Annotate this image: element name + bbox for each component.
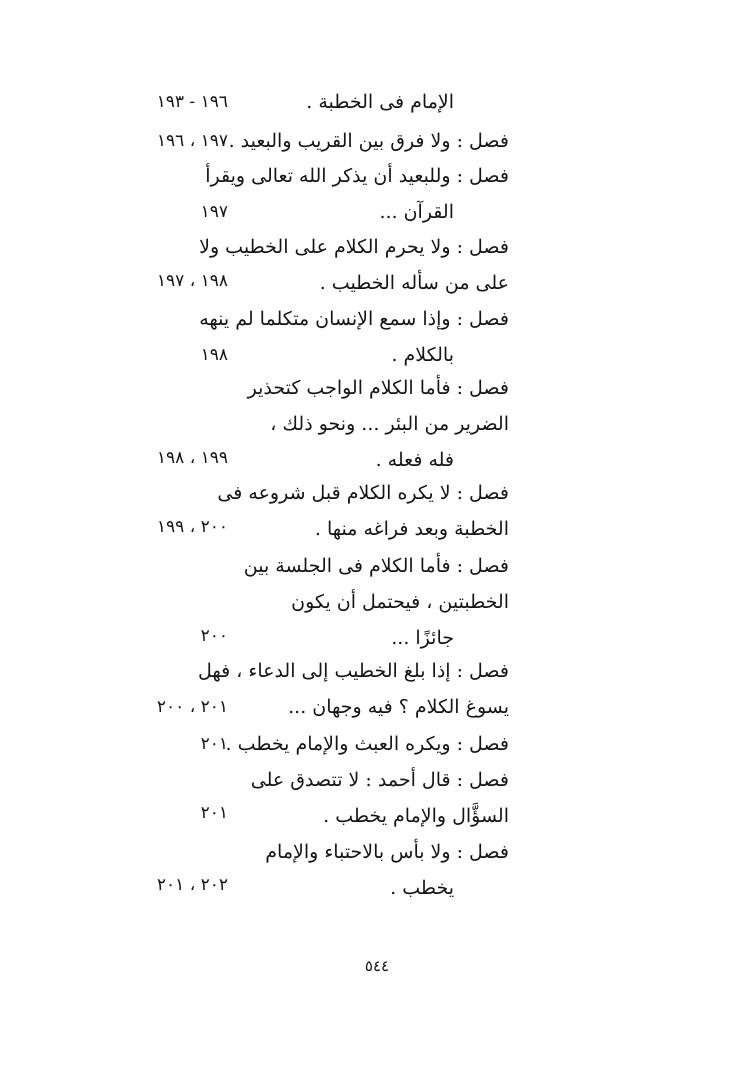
index-entry-text: فصل : فأما الكلام فى الجلسة بين الخطبتين ، فيحتمل أن يكون جائزًا ... bbox=[243, 555, 509, 649]
index-entry-pages: ٢٠٢ ، ٢٠١ bbox=[156, 875, 228, 895]
index-entry-text: فصل : قال أحمد : لا تتصدق على السؤَّال والإمام يخطب . bbox=[250, 769, 509, 827]
index-entry-pages: ٢٠١ bbox=[200, 734, 228, 754]
index-entry-pages: ٢٠١ ، ٢٠٠ bbox=[156, 697, 228, 717]
index-entry-pages: ٢٠٠ ، ١٩٩ bbox=[156, 517, 228, 537]
index-entry-text: فصل : وإذا سمع الإنسان متكلما لم ينهه بالكلام . bbox=[199, 308, 509, 366]
index-entry-pages: ١٩٧ bbox=[200, 202, 228, 222]
index-entry-text: الإمام فى الخطبة . bbox=[306, 91, 454, 113]
index-entry-text: فصل : إذا بلغ الخطيب إلى الدعاء ، فهل يسوغ الكلام ؟ فيه وجهان ... bbox=[197, 660, 509, 718]
index-entry-text: فصل : وللبعيد أن يذكر الله تعالى ويقرأ القرآن ... bbox=[205, 165, 509, 223]
index-entry-text: فصل : ولا فرق بين القريب والبعيد . bbox=[228, 130, 509, 152]
index-entry-pages: ١٩٨ ، ١٩٧ bbox=[156, 271, 228, 291]
index-entry-text: فصل : لا يكره الكلام قبل شروعه فى الخطبة وبعد فراغه منها . bbox=[217, 482, 509, 540]
page-number: ٥٤٤ bbox=[364, 957, 390, 975]
index-entry-text: فصل : ولا بأس بالاحتباء والإمام يخطب . bbox=[265, 841, 509, 899]
index-entry-pages: ١٩٧ ، ١٩٦ bbox=[156, 131, 228, 151]
index-entry-pages: ١٩٩ ، ١٩٨ bbox=[156, 448, 228, 468]
index-entry-text: فصل : ولا يحرم الكلام على الخطيب ولا على من سأله الخطيب . bbox=[199, 236, 509, 294]
index-entry-pages: ٢٠١ bbox=[200, 803, 228, 823]
index-entry-pages: ١٩٨ bbox=[200, 345, 228, 365]
index-entry-pages: ١٩٦ - ١٩٣ bbox=[156, 92, 228, 112]
index-entry-pages: ٢٠٠ bbox=[200, 626, 228, 646]
index-entry-text: فصل : ويكره العبث والإمام يخطب . bbox=[225, 733, 509, 755]
index-entry-text: فصل : فأما الكلام الواجب كتحذير الضرير من البئر ... ونحو ذلك ، فله فعله . bbox=[247, 377, 509, 471]
